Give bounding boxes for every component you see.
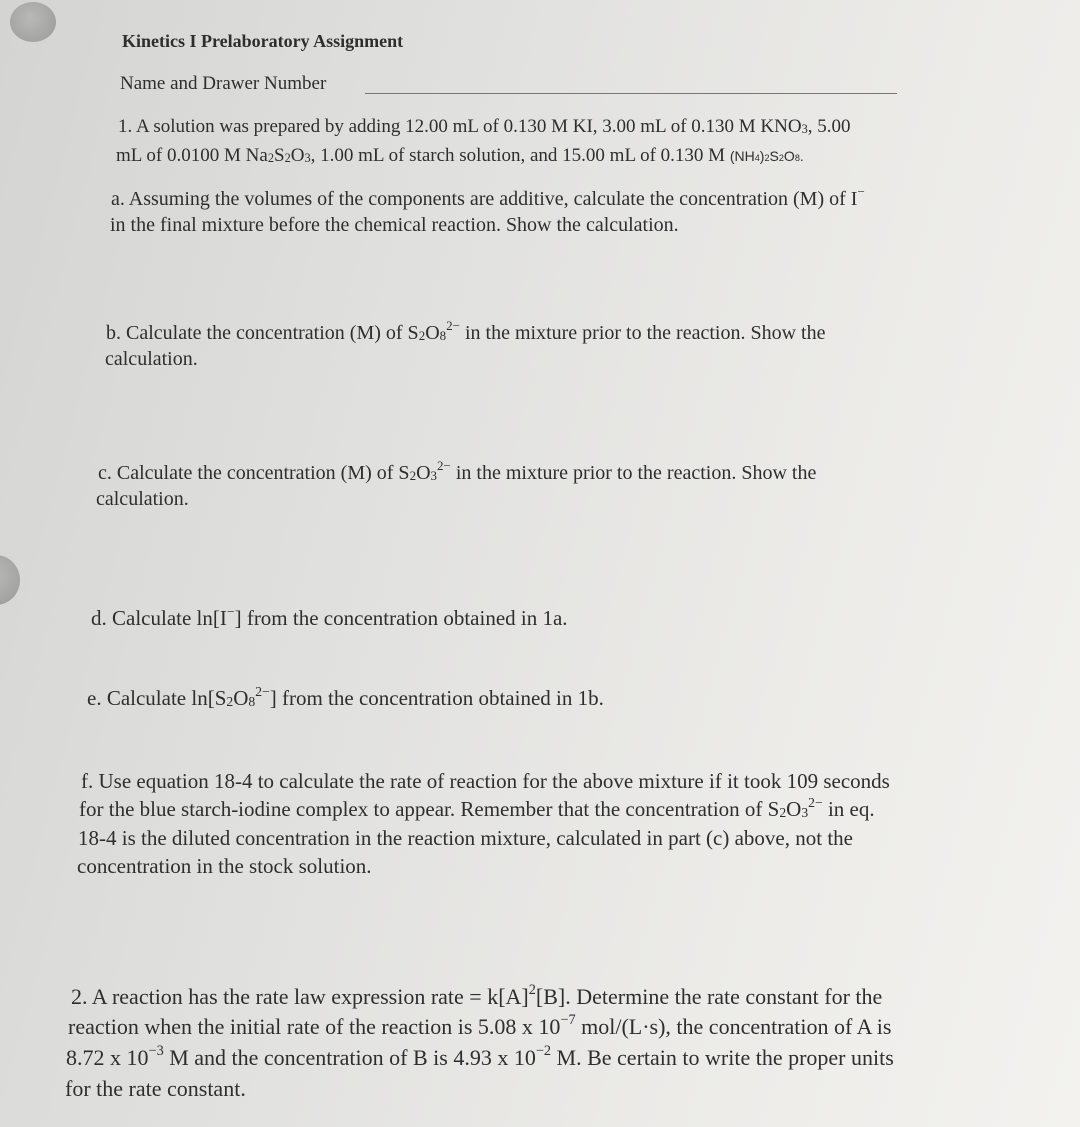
q1f-line2: for the blue starch-iodine complex to appear. Remember that the concentration of $S_2O_3^{2-}$ in eq.: [79, 794, 875, 821]
q1f-line3: 18-4 is the diluted concentration in the reaction mixture, calculated in part (c) above, not the: [78, 826, 853, 850]
name-blank-line: [365, 93, 897, 94]
q1a-line2: in the final mixture before the chemical reaction. Show the calculation.: [110, 214, 679, 236]
name-label: Name and Drawer Number: [120, 73, 327, 94]
q1f-line1: f. Use equation 18-4 to calculate the rate of reaction for the above mixture if it took 109 seconds: [81, 769, 890, 793]
q2-line3: 8.72 x $10^{-3}$ M and the concentration of B is 4.93 x $10^{-2}$ M. Be certain to write the proper units: [66, 1043, 894, 1070]
q1a-line1: a. Assuming the volumes of the components are additive, calculate the concentration (M) of I−: [111, 184, 865, 210]
q1f-line4: concentration in the stock solution.: [77, 854, 372, 878]
q1-intro-line2: mL of 0.0100 M $Na_2S_2O_3$, 1.00 mL of starch solution, and 15.00 mL of 0.130 M $(NH_4)_2S_2O_8$.: [116, 145, 804, 166]
q1b-line2: calculation.: [105, 348, 198, 370]
q1-intro-line1: 1. A solution was prepared by adding 12.00 mL of 0.130 M KI, 3.00 mL of 0.130 M $KNO_3$, 5.00: [118, 116, 851, 137]
q1b-line1: b. Calculate the concentration (M) of $S_2O_8^{2-}$ in the mixture prior to the reaction. Show the: [106, 318, 826, 344]
page-title: Kinetics I Prelaboratory Assignment: [122, 31, 404, 51]
q1c-line1: c. Calculate the concentration (M) of $S_2O_3^{2-}$ in the mixture prior to the reaction. Show the: [98, 458, 817, 484]
binder-hole-top: [10, 2, 56, 42]
q1c-line2: calculation.: [96, 488, 189, 510]
q2-line4: for the rate constant.: [65, 1076, 246, 1101]
q2-line2: reaction when the initial rate of the reaction is 5.08 x $10^{-7}$ mol/(L·s), the concentration of A is: [68, 1012, 892, 1039]
binder-hole-middle: [0, 555, 20, 605]
q1e-line: e. Calculate $\ln[S_2O_8^{2-}]$ from the concentration obtained in 1b.: [87, 683, 604, 710]
q2-line1: 2. A reaction has the rate law expression rate = $k[A]^2[B]$. Determine the rate constant for the: [71, 982, 883, 1009]
q1d-line: d. Calculate ln[I−] from the concentration obtained in 1a.: [91, 603, 568, 630]
